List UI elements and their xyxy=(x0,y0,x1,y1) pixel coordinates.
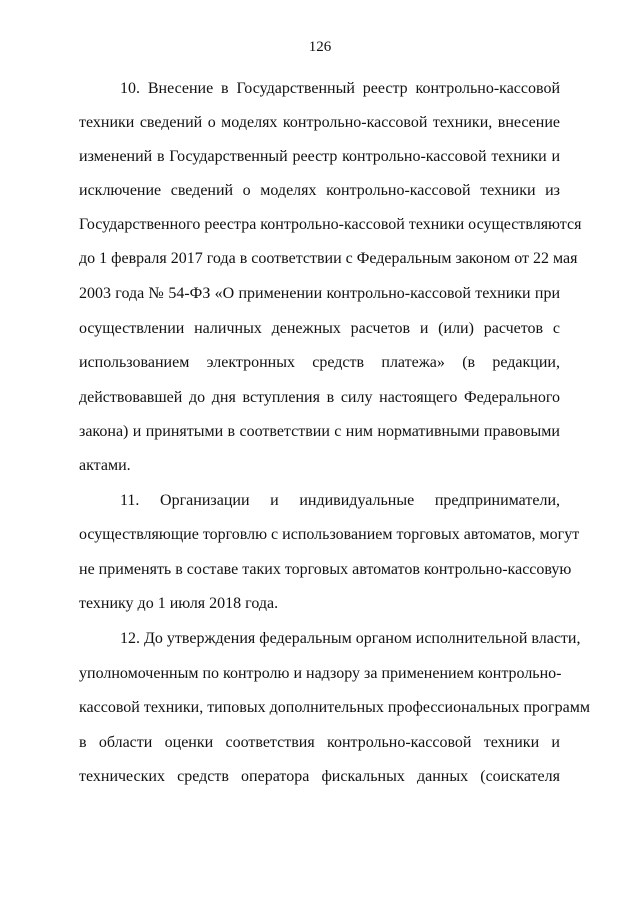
text-line: в области оценки соответствия контрольно-кассовой техники и xyxy=(79,734,560,751)
text-line: не применять в составе таких торговых автоматов контрольно-кассовую xyxy=(79,561,572,578)
text-line: Государственного реестра контрольно-кассовой техники осуществляются xyxy=(79,216,582,233)
text-line: технику до 1 июля 2018 года. xyxy=(79,595,279,612)
text-line: 2003 года № 54-ФЗ «О применении контрольно-кассовой техники при xyxy=(79,285,560,302)
text-line: 11. Организации и индивидуальные предприниматели, xyxy=(120,492,560,509)
text-line: кассовой техники, типовых дополнительных профессиональных программ xyxy=(79,699,590,716)
text-line: осуществлении наличных денежных расчетов и (или) расчетов с xyxy=(79,320,560,337)
text-line: закона) и принятыми в соответствии с ним нормативными правовыми xyxy=(79,423,560,440)
text-line: осуществляющие торговлю с использованием торговых автоматов, могут xyxy=(79,526,580,543)
text-line: 10. Внесение в Государственный реестр контрольно-кассовой xyxy=(120,80,560,97)
text-line: действовавшей до дня вступления в силу настоящего Федерального xyxy=(79,389,560,406)
text-line: актами. xyxy=(79,457,131,474)
text-line: уполномоченным по контролю и надзору за применением контрольно- xyxy=(79,665,562,682)
text-line: исключение сведений о моделях контрольно-кассовой техники из xyxy=(79,182,560,199)
text-line: техники сведений о моделях контрольно-кассовой техники, внесение xyxy=(79,114,560,131)
text-line: до 1 февраля 2017 года в соответствии с Федеральным законом от 22 мая xyxy=(79,250,578,267)
text-line: технических средств оператора фискальных данных (соискателя xyxy=(79,768,560,785)
text-line: использованием электронных средств платежа» (в редакции, xyxy=(79,354,560,371)
text-line: изменений в Государственный реестр контрольно-кассовой техники и xyxy=(79,148,560,165)
page-number: 126 xyxy=(308,39,332,55)
text-line: 12. До утверждения федеральным органом исполнительной власти, xyxy=(120,630,581,647)
